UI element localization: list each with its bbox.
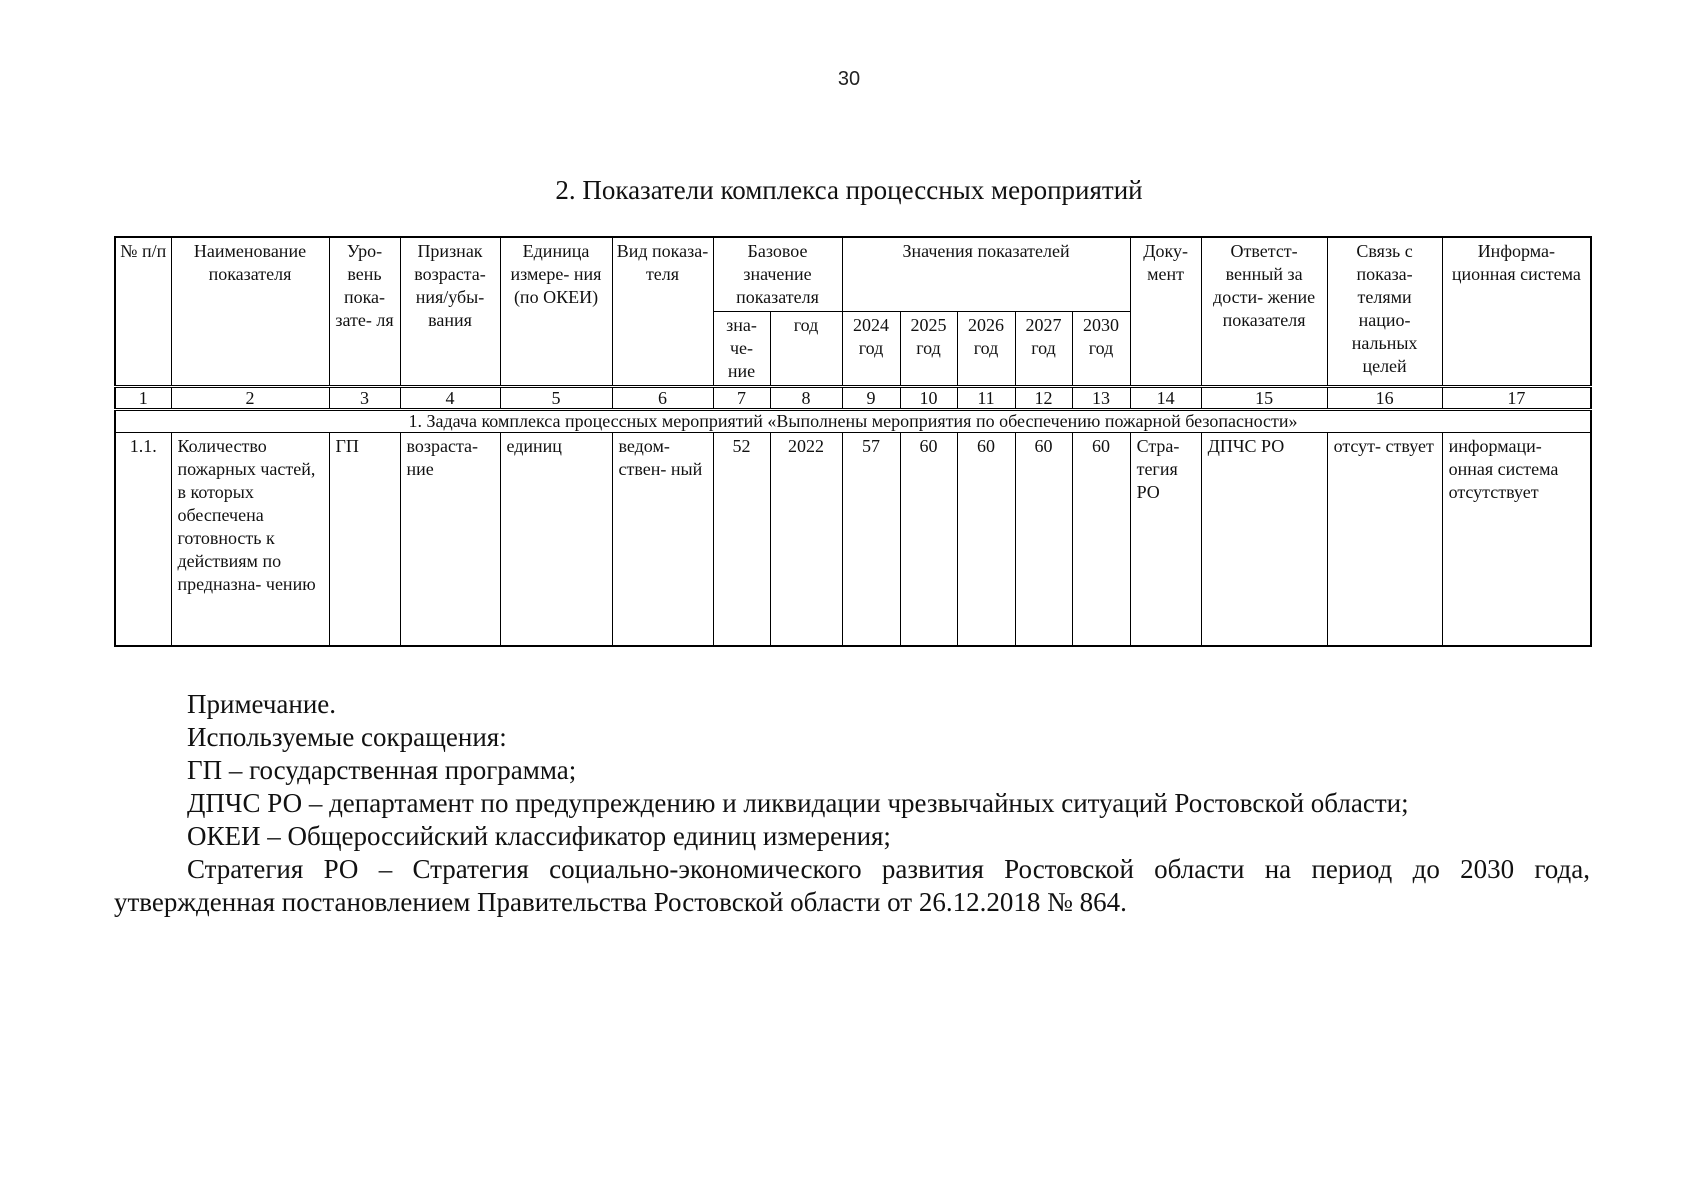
column-number: 13 — [1072, 387, 1130, 410]
column-number: 9 — [842, 387, 900, 410]
cell-infosystem: информаци- онная система отсутствует — [1442, 433, 1591, 647]
header-year-2027: 2027 год — [1015, 312, 1072, 387]
cell-name: Количество пожарных частей, в которых обеспечена готовность к действиям по предназна- чению — [171, 433, 329, 647]
header-trend: Признак возраста- ния/убы- вания — [400, 237, 500, 387]
cell-value-2026: 60 — [957, 433, 1015, 647]
header-year-2024: 2024 год — [842, 312, 900, 387]
cell-base-year: 2022 — [770, 433, 842, 647]
notes-heading: Примечание. — [187, 689, 337, 719]
cell-kind: ведом- ствен- ный — [612, 433, 713, 647]
task-row — [115, 410, 1591, 433]
abbreviation-item: ГП – государственная программа; — [187, 755, 577, 785]
column-number-row — [115, 387, 1591, 410]
cell-value-2027: 60 — [1015, 433, 1072, 647]
abbreviations-heading: Используемые сокращения: — [187, 722, 507, 752]
column-number: 4 — [400, 387, 500, 410]
table-row — [115, 433, 1591, 647]
header-year-2030: 2030 год — [1072, 312, 1130, 387]
header-kind: Вид показа- теля — [612, 237, 713, 387]
header-base-value: зна- че- ние — [713, 312, 770, 387]
notes-block — [114, 688, 1590, 919]
column-number: 2 — [171, 387, 329, 410]
column-number: 5 — [500, 387, 612, 410]
cell-trend: возраста- ние — [400, 433, 500, 647]
header-year-2025: 2025 год — [900, 312, 957, 387]
header-document: Доку- мент — [1130, 237, 1201, 387]
column-number: 12 — [1015, 387, 1072, 410]
header-row-main — [115, 237, 1591, 312]
cell-base-value: 52 — [713, 433, 770, 647]
header-name: Наименование показателя — [171, 237, 329, 387]
column-number: 8 — [770, 387, 842, 410]
column-number: 17 — [1442, 387, 1591, 410]
header-link: Связь с показа- телями нацио- нальных целей — [1327, 237, 1442, 387]
indicators-table — [114, 236, 1592, 647]
strategy-note: Стратегия РО – Стратегия социально-экономического развития Ростовской области на период до 2030 года, утвержденная постановлением Правительства Ростовской области от 26.12.2018 № 864. — [114, 854, 1590, 917]
header-responsible: Ответст- венный за дости- жение показателя — [1201, 237, 1327, 387]
cell-value-2030: 60 — [1072, 433, 1130, 647]
column-number: 3 — [329, 387, 400, 410]
header-values: Значения показателей — [842, 237, 1130, 312]
column-number: 1 — [115, 387, 171, 410]
column-number: 16 — [1327, 387, 1442, 410]
column-number: 6 — [612, 387, 713, 410]
cell-value-2024: 57 — [842, 433, 900, 647]
cell-document: Стра- тегия РО — [1130, 433, 1201, 647]
column-number: 7 — [713, 387, 770, 410]
page-number: 30 — [837, 68, 861, 90]
header-infosystem: Информа- ционная система — [1442, 237, 1591, 387]
column-number: 10 — [900, 387, 957, 410]
cell-link: отсут- ствует — [1327, 433, 1442, 647]
header-base: Базовое значение показателя — [713, 237, 842, 312]
header-num: № п/п — [115, 237, 171, 387]
header-base-year: год — [770, 312, 842, 387]
abbreviation-item: ОКЕИ – Общероссийский классификатор единиц измерения; — [187, 821, 891, 851]
column-number: 15 — [1201, 387, 1327, 410]
cell-unit: единиц — [500, 433, 612, 647]
cell-responsible: ДПЧС РО — [1201, 433, 1327, 647]
header-unit: Единица измере- ния (по ОКЕИ) — [500, 237, 612, 387]
header-level: Уро- вень пока- зате- ля — [329, 237, 400, 387]
header-year-2026: 2026 год — [957, 312, 1015, 387]
cell-value-2025: 60 — [900, 433, 957, 647]
section-title: 2. Показатели комплекса процессных мероприятий — [555, 175, 1143, 205]
task-title: 1. Задача комплекса процессных мероприятий «Выполнены мероприятия по обеспечению пожарной безопасности» — [115, 410, 1591, 433]
cell-num: 1.1. — [115, 433, 171, 647]
column-number: 14 — [1130, 387, 1201, 410]
cell-level: ГП — [329, 433, 400, 647]
column-number: 11 — [957, 387, 1015, 410]
abbreviation-item: ДПЧС РО – департамент по предупреждению и ликвидации чрезвычайных ситуаций Ростовской области; — [187, 788, 1409, 818]
